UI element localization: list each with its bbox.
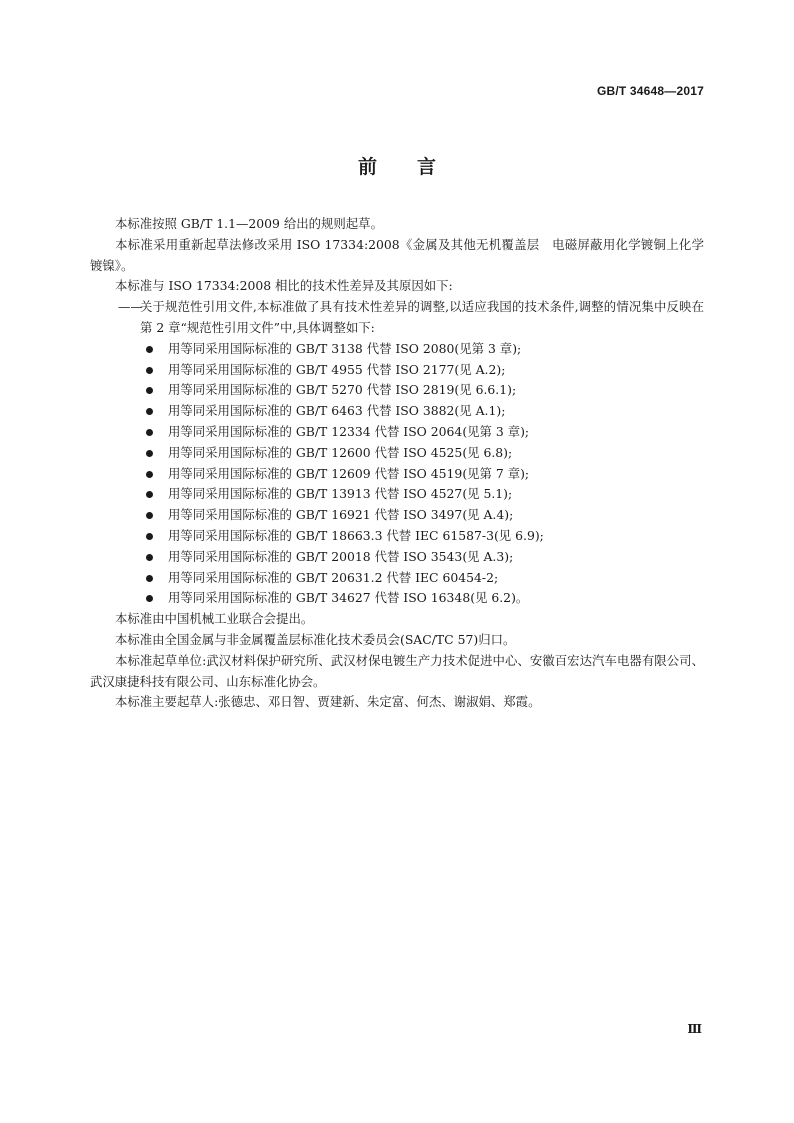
list-item-text: 用等同采用国际标准的 GB/T 34627 代替 ISO 16348(见 6.2)。: [168, 590, 529, 606]
bullet-icon: [146, 554, 153, 561]
list-item: [90, 505, 704, 526]
bullet-icon: [146, 595, 153, 602]
standard-code: GB/T 34648—2017: [596, 84, 704, 98]
bullet-icon: [146, 346, 153, 353]
bullet-icon: [146, 533, 153, 540]
list-item-text: 用等同采用国际标准的 GB/T 18663.3 代替 IEC 61587-3(见 6.9);: [168, 527, 544, 543]
paragraph-drafters: 本标准主要起草人:张德忠、邓日智、贾建新、朱定富、何杰、谢淑娟、郑霞。: [115, 694, 541, 710]
list-item-text: 用等同采用国际标准的 GB/T 3138 代替 ISO 2080(见第 3 章);: [168, 340, 522, 356]
page-title: 前言: [357, 156, 476, 178]
paragraph-adoption: 本标准采用重新起草法修改采用 ISO 17334:2008《金属及其他无机覆盖层 电磁屏蔽用化学镀铜上化学镀镍》。: [90, 236, 704, 273]
list-item: [90, 526, 704, 547]
list-item-text: 用等同采用国际标准的 GB/T 5270 代替 ISO 2819(见 6.6.1);: [168, 382, 517, 398]
list-item-text: 用等同采用国际标准的 GB/T 4955 代替 ISO 2177(见 A.2);: [168, 361, 506, 377]
list-item: [90, 547, 704, 568]
em-dash-mark: ——: [118, 299, 143, 315]
bullet-icon: [146, 367, 153, 374]
bullet-icon: [146, 408, 153, 415]
list-item-text: 用等同采用国际标准的 GB/T 12600 代替 ISO 4525(见 6.8);: [168, 444, 513, 460]
bullet-icon: [146, 471, 153, 478]
list-item-text: 用等同采用国际标准的 GB/T 16921 代替 ISO 3497(见 A.4);: [168, 507, 514, 523]
list-item: [90, 339, 704, 360]
dash-item-text: 关于规范性引用文件,本标准做了具有技术性差异的调整,以适应我国的技术条件,调整的情况集中反映在第 2 章“规范性引用文件”中,具体调整如下:: [140, 299, 704, 335]
list-item: [90, 401, 704, 422]
list-item-text: 用等同采用国际标准的 GB/T 20631.2 代替 IEC 60454-2;: [168, 569, 499, 585]
bullet-icon: [146, 450, 153, 457]
dash-item-normative-references: [90, 297, 704, 339]
list-item-text: 用等同采用国际标准的 GB/T 6463 代替 ISO 3882(见 A.1);: [168, 403, 506, 419]
page-number: Ⅲ: [687, 1022, 702, 1036]
list-item: [90, 360, 704, 381]
paragraph-differences-intro: 本标准与 ISO 17334:2008 相比的技术性差异及其原因如下:: [115, 278, 453, 294]
list-item: [90, 464, 704, 485]
list-item: [90, 484, 704, 505]
list-item-text: 用等同采用国际标准的 GB/T 20018 代替 ISO 3543(见 A.3);: [168, 548, 514, 564]
foreword-body: [90, 214, 704, 713]
paragraph-proposer: 本标准由中国机械工业联合会提出。: [115, 611, 314, 627]
list-item: [90, 422, 704, 443]
paragraph-drafting-rules: 本标准按照 GB/T 1.1—2009 给出的规则起草。: [115, 216, 383, 231]
bullet-icon: [146, 387, 153, 394]
paragraph-committee: 本标准由全国金属与非金属覆盖层标准化技术委员会(SAC/TC 57)归口。: [115, 631, 516, 647]
list-item: [90, 568, 704, 589]
list-item: [90, 443, 704, 464]
list-item-text: 用等同采用国际标准的 GB/T 12334 代替 ISO 2064(见第 3 章);: [168, 423, 530, 439]
list-item-text: 用等同采用国际标准的 GB/T 13913 代替 ISO 4527(见 5.1);: [168, 486, 513, 502]
list-item: [90, 588, 704, 609]
bullet-icon: [146, 429, 153, 436]
bullet-icon: [146, 512, 153, 519]
paragraph-drafting-units: 本标准起草单位:武汉材料保护研究所、武汉材保电镀生产力技术促进中心、安徽百宏达汽车电器有限公司、武汉康捷科技有限公司、山东标准化协会。: [90, 652, 704, 689]
bullet-icon: [146, 491, 153, 498]
list-item: [90, 380, 704, 401]
replacement-list: [90, 339, 704, 609]
bullet-icon: [146, 575, 153, 582]
list-item-text: 用等同采用国际标准的 GB/T 12609 代替 ISO 4519(见第 7 章);: [168, 465, 530, 481]
